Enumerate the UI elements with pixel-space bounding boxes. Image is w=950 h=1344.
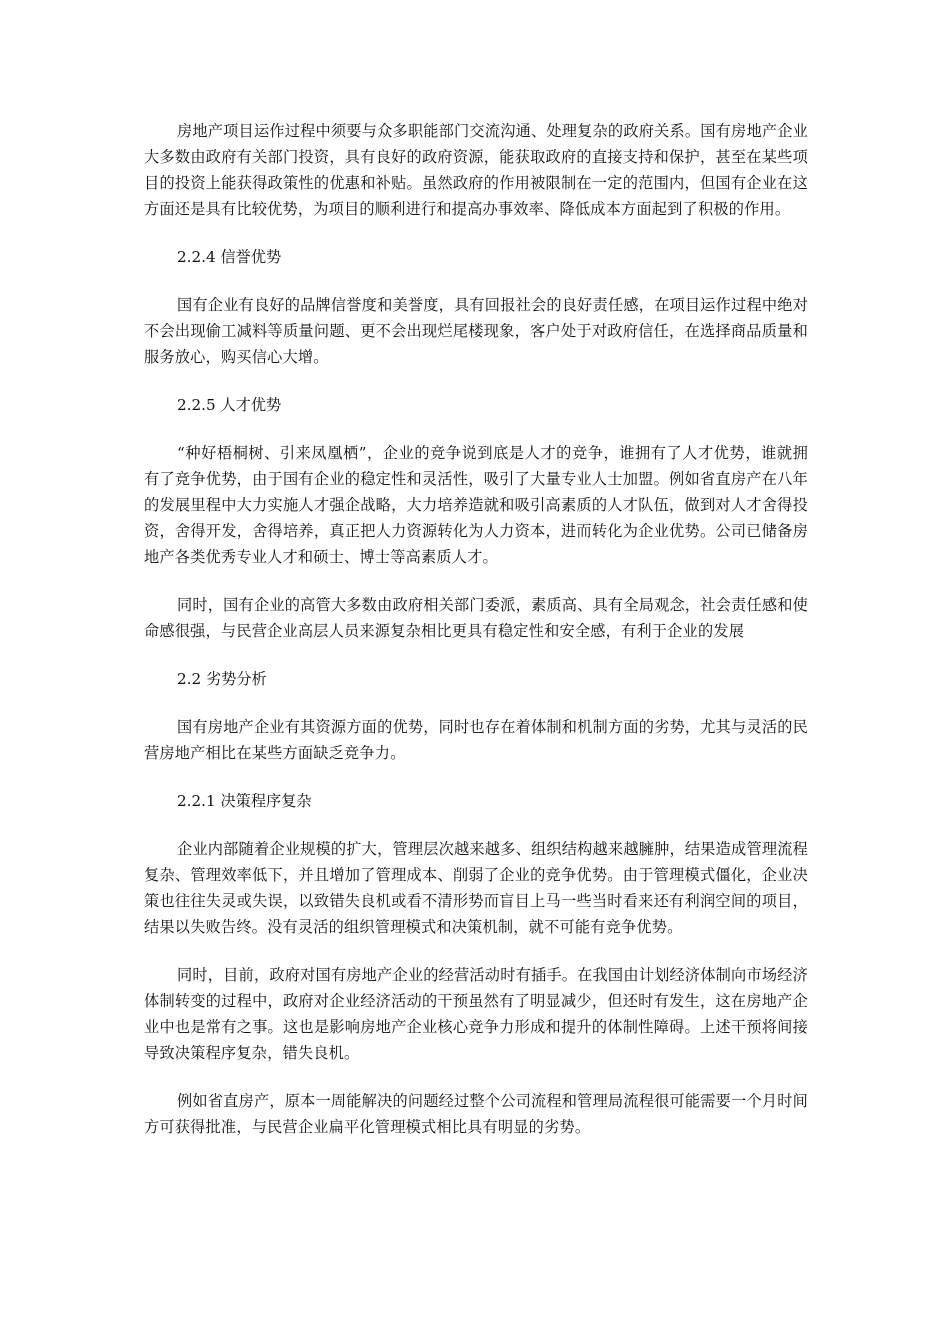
paragraph-disadvantage-intro: 国有房地产企业有其资源方面的优势，同时也存在着体制和机制方面的劣势，尤其与灵活的民营房地产相比在某些方面缺乏竞争力。 [144, 718, 808, 762]
section-heading-disadvantage-analysis: 2.2 劣势分析 [177, 670, 267, 688]
paragraph-executives: 同时，国有企业的高管大多数由政府相关部门委派，素质高、具有全局观念，社会责任感和使命感很强，与民营企业高层人员来源复杂相比更具有稳定性和安全感，有利于企业的发展 [144, 596, 808, 640]
paragraph-management-layers: 企业内部随着企业规模的扩大，管理层次越来越多、组织结构越来越臃肿，结果造成管理流程复杂、管理效率低下，并且增加了管理成本、削弱了企业的竞争优势。由于管理模式僵化，企业决策也往往失灵或失误，以致错失良机或看不清形势而盲目上马一些当时看来还有利润空间的项目，结果以失败告终。没有灵活的组织管理模式和决策机制，就不可能有竞争优势。 [144, 840, 808, 936]
paragraph-talent: “种好梧桐树、引来凤凰栖”，企业的竞争说到底是人才的竞争，谁拥有了人才优势，谁就拥有了竞争优势，由于国有企业的稳定性和灵活性，吸引了大量专业人士加盟。例如省直房产在八年的发展里程中大力实施人才强企战略，大力培养造就和吸引高素质的人才队伍，做到对人才舍得投资，舍得开发，舍得培养，真正把人力资源转化为人力资本，进而转化为企业优势。公司已储备房地产各类优秀专业人才和硕士、博士等高素质人才。 [144, 444, 808, 566]
section-heading-reputation-advantage: 2.2.4 信誉优势 [177, 248, 282, 266]
paragraph-reputation: 国有企业有良好的品牌信誉度和美誉度，具有回报社会的良好责任感，在项目运作过程中绝对不会出现偷工减料等质量问题、更不会出现烂尾楼现象，客户处于对政府信任，在选择商品质量和服务放心，购买信心大增。 [144, 296, 808, 366]
document-body [144, 118, 808, 1162]
section-heading-complex-decision: 2.2.1 决策程序复杂 [177, 792, 312, 810]
paragraph-government-relations: 房地产项目运作过程中须要与众多职能部门交流沟通、处理复杂的政府关系。国有房地产企业大多数由政府有关部门投资，具有良好的政府资源，能获取政府的直接支持和保护，甚至在某些项目的投资上能获得政策性的优惠和补贴。虽然政府的作用被限制在一定的范围内，但国有企业在这方面还是具有比较优势，为项目的顺利进行和提高办事效率、降低成本方面起到了积极的作用。 [144, 122, 808, 218]
paragraph-government-interference: 同时，目前，政府对国有房地产企业的经营活动时有插手。在我国由计划经济体制向市场经济体制转变的过程中，政府对企业经济活动的干预虽然有了明显减少，但还时有发生，这在房地产企业中也是常有之事。这也是影响房地产企业核心竞争力形成和提升的体制性障碍。上述干预将间接导致决策程序复杂，错失良机。 [144, 966, 808, 1062]
paragraph-example: 例如省直房产，原本一周能解决的问题经过整个公司流程和管理局流程很可能需要一个月时间方可获得批准，与民营企业扁平化管理模式相比具有明显的劣势。 [144, 1092, 808, 1136]
section-heading-talent-advantage: 2.2.5 人才优势 [177, 396, 282, 414]
